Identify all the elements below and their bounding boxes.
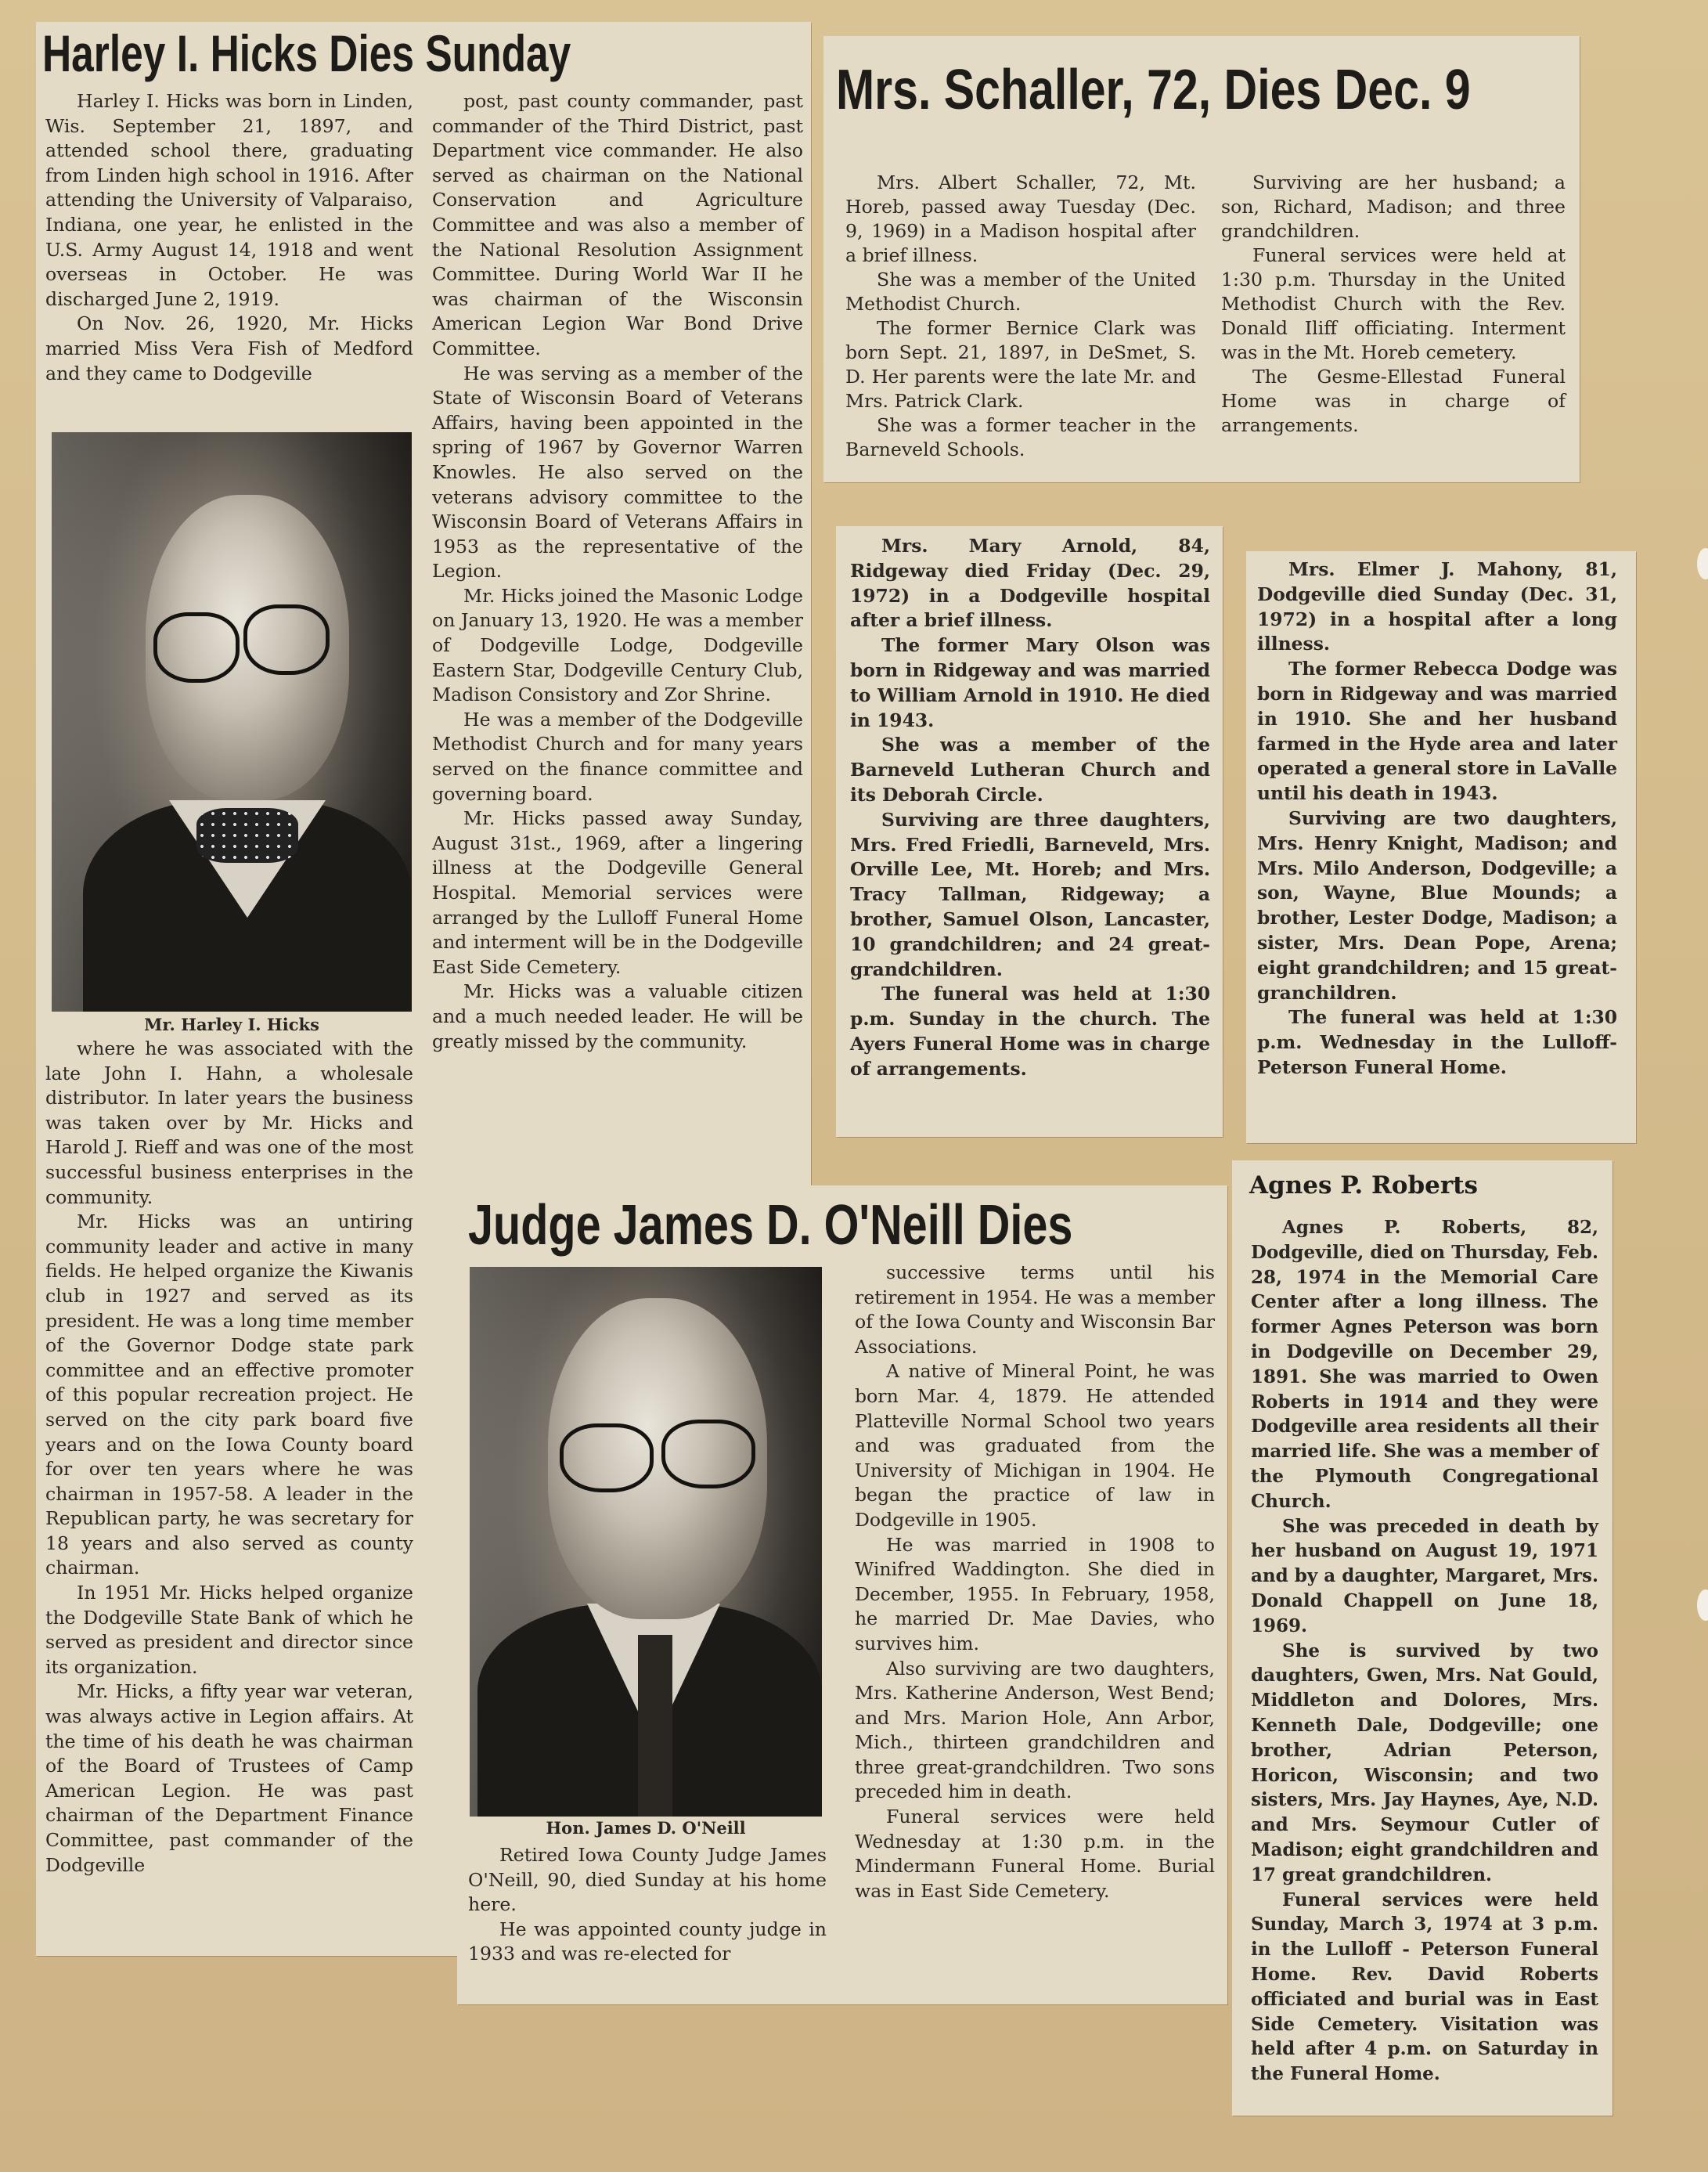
schaller-headline: Mrs. Schaller, 72, Dies Dec. 9: [836, 59, 1471, 121]
paragraph: Funeral services were held Wednesday at 1:30 p.m. in the Mindermann Funeral Home. Burial was in East Side Cemetery.: [855, 1806, 1215, 1902]
paragraph: The former Mary Olson was born in Ridgeway and was married to William Arnold in 1910. He died in 1943.: [850, 634, 1210, 731]
paragraph: Surviving are two daughters, Mrs. Henry Knight, Madison; and Mrs. Milo Anderson, Dodgeville; a son, Wayne, Blue Mounds; a brother, Lester Dodge, Madison; a sister, Mrs. Dean Pope, Arena; eight grandchildren; and 15 great-granchildren.: [1257, 806, 1617, 1004]
paragraph: post, past county commander, past commander of the Third District, past Department vice commander. He also served as chairman on the National Conservation and Agriculture Committee and was also a member of the National Resolution Assignment Committee. During World War II he was chairman of the Wisconsin American Legion War Bond Drive Committee.: [432, 90, 803, 359]
oneill-photo: [470, 1267, 822, 1817]
paragraph: On Nov. 26, 1920, Mr. Hicks married Miss Vera Fish of Medford and they came to Dodgeville: [45, 312, 413, 384]
roberts-text: [1251, 1215, 1598, 2087]
paragraph: The funeral was held at 1:30 p.m. Sunday in the church. The Ayers Funeral Home was in charge of arrangements.: [850, 983, 1210, 1080]
paragraph: In 1951 Mr. Hicks helped organize the Dodgeville State Bank of which he served as president and director since its organization.: [45, 1582, 413, 1678]
paragraph: Mr. Hicks was a valuable citizen and a much needed leader. He will be greatly missed by the community.: [432, 980, 803, 1052]
binder-hole: [1697, 1589, 1708, 1621]
hicks-headline: Harley I. Hicks Dies Sunday: [42, 24, 571, 82]
hicks-photo-caption: Mr. Harley I. Hicks: [144, 1015, 319, 1034]
roberts-headline: Agnes P. Roberts: [1249, 1171, 1478, 1200]
schaller-column-left: [845, 171, 1196, 462]
mahony-text: [1257, 557, 1617, 1081]
paragraph: Harley I. Hicks was born in Linden, Wis. September 21, 1897, and attended school there, graduating from Linden high school in 1916. After attending the University of Valparaiso, Indiana, one year, he enlisted in the U.S. Army August 14, 1918 and went overseas in October. He was discharged June 2, 1919.: [45, 90, 413, 310]
schaller-obituary: [823, 36, 1580, 482]
oneill-headline: Judge James D. O'Neill Dies: [468, 1194, 1073, 1257]
paragraph: Mrs. Elmer J. Mahony, 81, Dodgeville died Sunday (Dec. 31, 1972) in a hospital after a long illness.: [1257, 558, 1617, 655]
hicks-column-left-bottom: [45, 1037, 413, 1878]
arnold-text: [850, 534, 1210, 1082]
paragraph: The Gesme-Ellestad Funeral Home was in charge of arrangements.: [1221, 366, 1566, 436]
mahony-obituary: [1246, 551, 1636, 1143]
hicks-column-right: [432, 89, 803, 1054]
paragraph: Mr. Hicks joined the Masonic Lodge on January 13, 1920. He was a member of Dodgeville Lodge, Dodgeville Eastern Star, Dodgeville Century Club, Madison Consistory and Zor Shrine.: [432, 584, 803, 706]
arnold-obituary: [836, 526, 1223, 1137]
paragraph: Retired Iowa County Judge James O'Neill, 90, died Sunday at his home here.: [468, 1844, 827, 1916]
paragraph: Mr. Hicks passed away Sunday, August 31st., 1969, after a lingering illness at the Dodgeville General Hospital. Memorial services were arranged by the Lulloff Funeral Home and interment will be in the Dodgeville East Side Cemetery.: [432, 807, 803, 978]
paragraph: She was preceded in death by her husband on August 19, 1971 and by a daughter, Margaret, Mrs. Donald Chappell on June 18, 1969.: [1251, 1515, 1598, 1636]
roberts-obituary: [1232, 1160, 1613, 2116]
paragraph: He was appointed county judge in 1933 and was re-elected for: [468, 1918, 827, 1965]
paragraph: Mr. Hicks, a fifty year war veteran, was always active in Legion affairs. At the time of his death he was chairman of the Board of Trustees of Camp American Legion. He was past chairman of the Department Finance Committee, past commander of the Dodgeville: [45, 1680, 413, 1876]
oneill-column-left: [468, 1843, 827, 1967]
paragraph: She was a member of the Barneveld Lutheran Church and its Deborah Circle.: [850, 734, 1210, 806]
paragraph: successive terms until his retirement in 1954. He was a member of the Iowa County and Wisconsin Bar Associations.: [855, 1261, 1215, 1358]
binder-hole: [1697, 548, 1708, 579]
paragraph: She was a member of the United Methodist Church.: [845, 269, 1196, 315]
schaller-column-right: [1221, 171, 1566, 438]
paragraph: The funeral was held at 1:30 p.m. Wednesday in the Lulloff-Peterson Funeral Home.: [1257, 1006, 1617, 1078]
hicks-photo: [52, 432, 412, 1012]
paragraph: Mrs. Albert Schaller, 72, Mt. Horeb, passed away Tuesday (Dec. 9, 1969) in a Madison hospital after a brief illness.: [845, 171, 1196, 266]
paragraph: He was married in 1908 to Winifred Waddington. She died in December, 1955. In February, 1958, he married Dr. Mae Davies, who survives him.: [855, 1533, 1215, 1654]
oneill-photo-caption: Hon. James D. O'Neill: [546, 1818, 746, 1838]
paragraph: The former Rebecca Dodge was born in Ridgeway and was married in 1910. She and her husband farmed in the Hyde area and later operated a general store in LaValle until his death in 1943.: [1257, 658, 1617, 805]
paragraph: where he was associated with the late John I. Hahn, a wholesale distributor. In later years the business was taken over by Mr. Hicks and Harold J. Rieff and was one of the most successful business enterprises in the community.: [45, 1037, 413, 1208]
paragraph: A native of Mineral Point, he was born Mar. 4, 1879. He attended Platteville Normal School two years and was graduated from the University of Michigan in 1904. He began the practice of law in Dodgeville in 1905.: [855, 1360, 1215, 1531]
paragraph: He was serving as a member of the State of Wisconsin Board of Veterans Affairs, having been appointed in the spring of 1967 by Governor Warren Knowles. He also served on the veterans advisory committee to the Wisconsin Board of Veterans Affairs in 1953 as the representative of the Legion.: [432, 362, 803, 583]
oneill-obituary: [457, 1185, 1227, 2004]
paragraph: Mr. Hicks was an untiring community leader and active in many fields. He helped organize the Kiwanis club in 1927 and served as its president. He was a long time member of the Governor Dodge state park committee and an effective promoter of this popular recreation project. He served on the city park board five years and on the Iowa County board for over ten years where he was chairman in 1957-58. A leader in the Republican party, he was secretary for 18 years and also served as county chairman.: [45, 1210, 413, 1579]
paragraph: Surviving are her husband; a son, Richard, Madison; and three grandchildren.: [1221, 171, 1566, 242]
paragraph: She was a former teacher in the Barneveld Schools.: [845, 414, 1196, 460]
oneill-column-right: [855, 1261, 1215, 1903]
hicks-column-left-top: [45, 89, 413, 386]
paragraph: Funeral services were held at 1:30 p.m. Thursday in the United Methodist Church with the Rev. Donald Iliff officiating. Interment was in the Mt. Horeb cemetery.: [1221, 244, 1566, 363]
paragraph: He was a member of the Dodgeville Methodist Church and for many years served on the finance committee and governing board.: [432, 708, 803, 805]
paragraph: Funeral services were held Sunday, March 3, 1974 at 3 p.m. in the Lulloff - Peterson Funeral Home. Rev. David Roberts officiated and burial was in East Side Cemetery. Visitation was held after 4 p.m. on Saturday in the Funeral Home.: [1251, 1889, 1598, 2085]
paragraph: Agnes P. Roberts, 82, Dodgeville, died on Thursday, Feb. 28, 1974 in the Memorial Care Center after a long illness. The former Agnes Peterson was born in Dodgeville on December 29, 1891. She was married to Owen Roberts in 1914 and they were Dodgeville area residents all their married life. She was a member of the Plymouth Congregational Church.: [1251, 1217, 1598, 1512]
paragraph: The former Bernice Clark was born Sept. 21, 1897, in DeSmet, S. D. Her parents were the late Mr. and Mrs. Patrick Clark.: [845, 317, 1196, 412]
paragraph: She is survived by two daughters, Gwen, Mrs. Nat Gould, Middleton and Dolores, Mrs. Kenneth Dale, Dodgeville; one brother, Adrian Peterson, Horicon, Wisconsin; and two sisters, Mrs. Jay Haynes, Aye, N.D. and Mrs. Seymour Cutler of Madison; eight grandchildren and 17 great grandchildren.: [1251, 1640, 1598, 1885]
paragraph: Mrs. Mary Arnold, 84, Ridgeway died Friday (Dec. 29, 1972) in a Dodgeville hospital after a brief illness.: [850, 535, 1210, 632]
paragraph: Also surviving are two daughters, Mrs. Katherine Anderson, West Bend; and Mrs. Marion Hole, Ann Arbor, Mich., thirteen grandchildren and three great-grandchildren. Two sons preceded him in death.: [855, 1657, 1215, 1803]
paragraph: Surviving are three daughters, Mrs. Fred Friedli, Barneveld, Mrs. Orville Lee, Mt. Horeb; and Mrs. Tracy Tallman, Ridgeway; a brother, Samuel Olson, Lancaster, 10 grandchildren; and 24 great-grandchildren.: [850, 808, 1210, 980]
